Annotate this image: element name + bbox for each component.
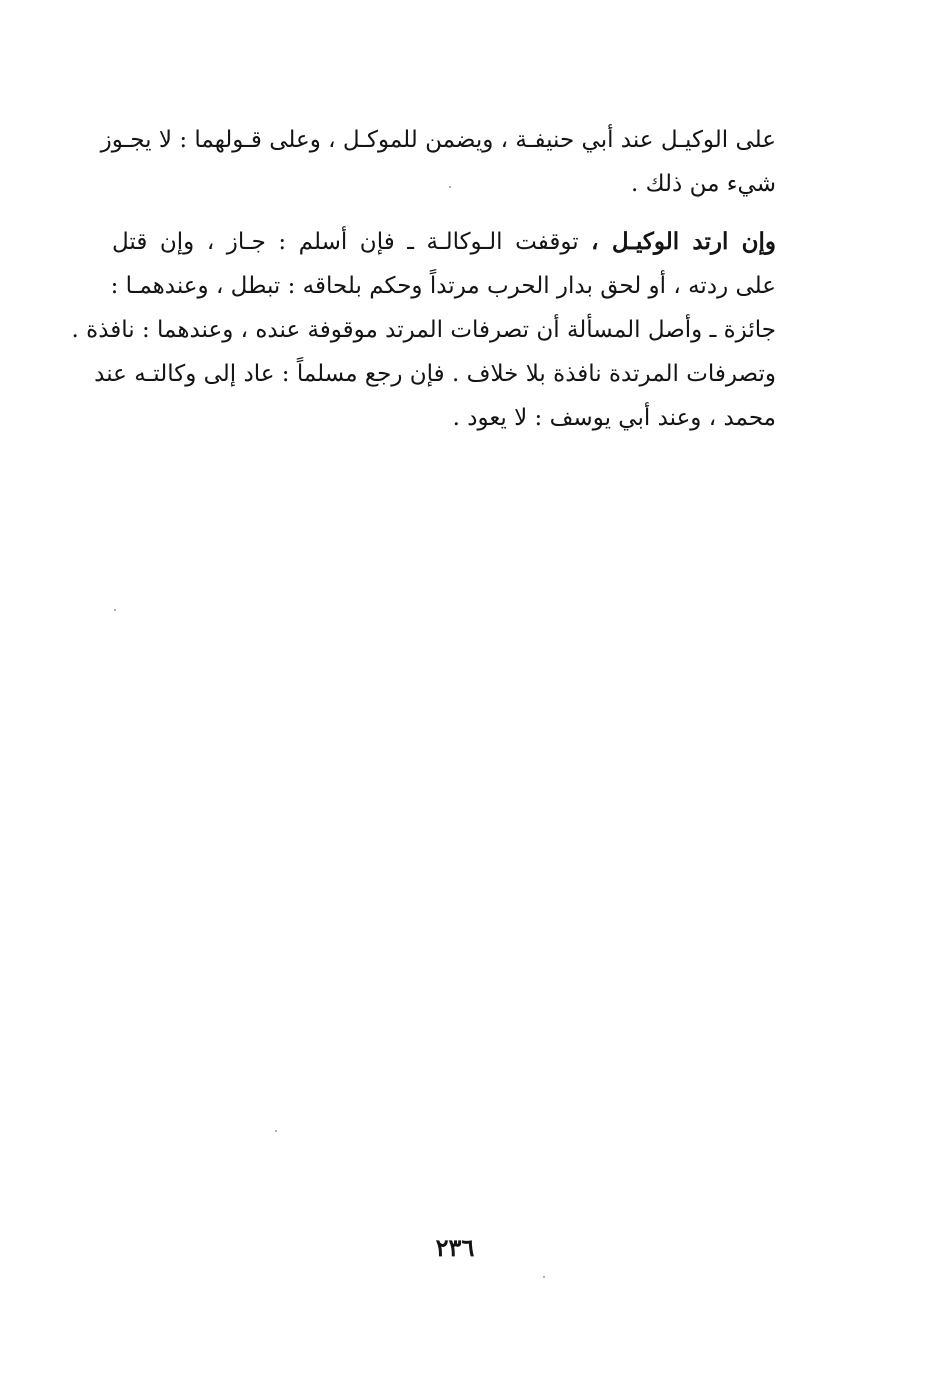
- scan-speck: [543, 1276, 545, 1278]
- paragraph-1: [100, 118, 776, 206]
- paragraph-2-line-4: وتصرفات المرتدة نافذة بلا خلاف . فإن رجع مسلماً : عاد إلى وكالتـه عند: [94, 361, 776, 387]
- paragraph-2-lead: وإن ارتد الوكيـل ،: [591, 228, 776, 255]
- paragraph-1-line-1: على الوكيـل عند أبي حنيفـة ، ويضمن للموكـل ، وعلى قـولهما : لا يجـوز: [100, 127, 776, 153]
- paragraph-2-line-1: [112, 220, 776, 264]
- scan-speck: [114, 609, 116, 611]
- page-number: ٢٣٦: [435, 1233, 475, 1262]
- paragraph-2-line-5: محمد ، وعند أبي يوسف : لا يعود .: [452, 405, 776, 431]
- scan-speck: [449, 186, 451, 188]
- paragraph-2: [71, 220, 776, 440]
- paragraph-2-line-2: على ردته ، أو لحق بدار الحرب مرتداً وحكم بلحاقه : تبطل ، وعندهمـا :: [110, 273, 776, 299]
- paragraph-2-line-3: جائزة ـ وأصل المسألة أن تصرفات المرتد موقوفة عنده ، وعندهما : نافذة .: [71, 317, 776, 343]
- paragraph-2-line-1-rest: توقفت الـوكالـة ـ فإن أسلم : جـاز ، وإن قتل: [112, 229, 579, 255]
- scan-speck: [275, 1130, 277, 1132]
- paragraph-1-line-2: شيء من ذلك .: [631, 171, 776, 197]
